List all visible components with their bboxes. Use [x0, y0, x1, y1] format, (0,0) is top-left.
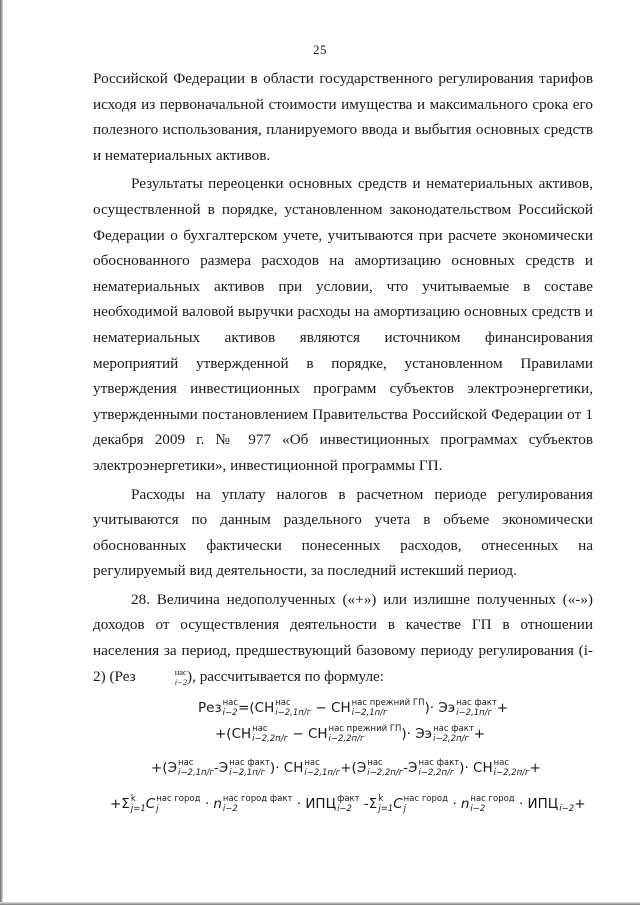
scan-edge-left	[0, 0, 3, 905]
formula-line-1: Рез нас i−2 =(СН нас i−2,1п/г − СН нас прежний ГП i−2,1п/г )· Ээ нас факт i−2,1п/г +	[198, 698, 509, 719]
paragraph-3: Расходы на уплату налогов в расчетном периоде регулирования учитываются по данным раздельного учета в объеме экономически обоснованных фактически понесенных расходов, отнесенных на регулируемый вид деятельности, за последний истекший период.	[93, 485, 593, 580]
paragraph-2: Результаты переоценки основных средств и нематериальных активов, осуществленной в порядке, установленном законодательством Российской Федерации о бухгалтерском учете, учитываются при расчете экономически обоснованного размера расходов на амортизацию основных средств и нематериальных активов при условии, что учитываемые в составе необходимой валовой выручки расходы на амортизацию основных средств и нематериальных активов являются источником финансирования мероприятий утвержденной в порядке, установленном Правилами утверждения инвестиционных программ субъектов электроэнергетики, утвержденными постановлением Правительства Российской Федерации от 1 декабря 2009 г. № 977 «Об инвестиционных программах субъектов электроэнергетики», инвестиционной программы ГП.	[93, 175, 593, 474]
formula	[93, 697, 593, 815]
paragraph-1: Российской Федерации в области государственного регулирования тарифов исходя из первоначальной стоимости имущества и максимального срока его полезного использования, планируемого ввода и выбытия основных средств и нематериальных активов.	[93, 70, 593, 164]
paragraph-4-tail: ), рассчитывается по формуле:	[187, 667, 385, 685]
formula-line-3: +(Э нас i−2,1п/г -Э нас факт i−2,1п/г )· СН нас i−2,1п/г +(Э нас i−2,2п/г -Э нас факт i−2,2п/г )· СН нас i−2,2п/г +	[151, 758, 541, 779]
formula-line-2: +(СН нас i−2,2п/г − СН нас прежний ГП i−2,2п/г )· Ээ нас факт i−2,2п/г +	[215, 724, 486, 745]
document-body	[93, 66, 593, 815]
page-number: 25	[313, 42, 327, 57]
rez-symbol-indices: нас i−2	[174, 667, 188, 688]
formula-line-4: +Σ k j=1 C нас город j · n нас город факт i−2 · ИПЦ факт i−2 -Σ k j=1 C нас город j · n нас город i−2 · ИПЦ i−2 +	[110, 794, 586, 815]
paragraph-4-text: 28. Величина недополученных («+») или излишне полученных («-») доходов от осуществления деятельности в качестве ГП в отношении населения за период, предшествующий базовому периоду регулирования (i-2) (Рез	[93, 590, 593, 685]
paragraph-4	[93, 587, 593, 689]
